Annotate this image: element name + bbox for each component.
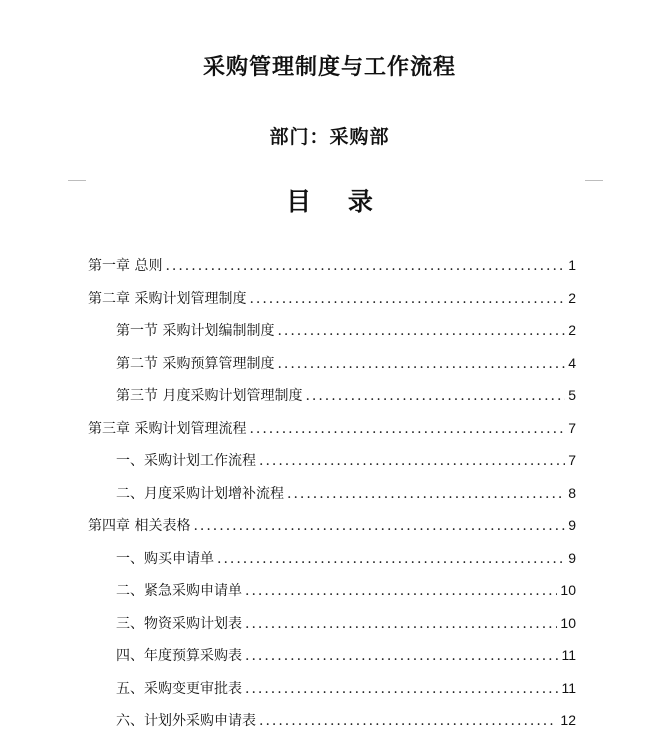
toc-entry[interactable] xyxy=(88,385,576,418)
toc-entry-label: 第一章 总则 xyxy=(88,258,163,274)
toc-entry-page-number: 10 xyxy=(560,582,576,598)
toc-entry[interactable] xyxy=(88,288,576,321)
toc-entry-page-number: 4 xyxy=(568,354,576,371)
toc-entry-page-number: 11 xyxy=(561,679,576,696)
toc-entry[interactable] xyxy=(88,548,576,581)
toc-dot-leader xyxy=(277,356,565,372)
toc-heading: 目 录 xyxy=(286,187,387,216)
toc-dot-leader xyxy=(245,616,557,632)
toc-dot-leader xyxy=(259,713,557,729)
toc-entry-label: 第一节 采购计划编制制度 xyxy=(116,323,275,339)
toc-entry-page-number: 11 xyxy=(561,647,576,663)
toc-dot-leader xyxy=(217,551,565,567)
toc-entry-label: 一、购买申请单 xyxy=(116,550,214,567)
toc-dot-leader xyxy=(245,681,558,697)
toc-entry[interactable] xyxy=(88,515,576,548)
toc-entry-label: 第三章 采购计划管理流程 xyxy=(88,420,247,437)
toc-dot-leader xyxy=(245,648,558,664)
toc-entry-label: 一、采购计划工作流程 xyxy=(116,453,256,469)
margin-mark-left xyxy=(68,180,86,181)
toc-entry[interactable] xyxy=(88,678,576,711)
toc-entry-page-number: 7 xyxy=(568,452,576,468)
toc-dot-leader xyxy=(277,323,565,339)
toc-dot-leader xyxy=(165,258,565,274)
toc-entry-page-number: 9 xyxy=(568,517,576,533)
toc-entry-page-number: 1 xyxy=(568,257,576,273)
toc-entry-page-number: 8 xyxy=(568,484,576,501)
toc-entry-label: 三、物资采购计划表 xyxy=(116,615,242,632)
toc-dot-leader xyxy=(287,486,565,502)
toc-entry-page-number: 5 xyxy=(568,387,576,403)
department-line: 部门：采购部 xyxy=(269,126,390,148)
toc-entry[interactable] xyxy=(88,710,576,743)
margin-mark-right xyxy=(585,180,603,181)
toc-entry[interactable] xyxy=(88,320,576,353)
toc-entry[interactable] xyxy=(88,580,576,613)
toc-dot-leader xyxy=(245,583,557,599)
toc-entry-page-number: 7 xyxy=(568,419,576,436)
table-of-contents xyxy=(88,255,576,743)
toc-entry[interactable] xyxy=(88,483,576,516)
toc-entry[interactable] xyxy=(88,645,576,678)
toc-entry[interactable] xyxy=(88,450,576,483)
toc-entry-page-number: 2 xyxy=(568,289,576,306)
toc-entry[interactable] xyxy=(88,613,576,646)
toc-entry[interactable] xyxy=(88,255,576,288)
toc-entry-label: 第二节 采购预算管理制度 xyxy=(116,355,275,372)
toc-entry-label: 第二章 采购计划管理制度 xyxy=(88,290,247,307)
toc-entry[interactable] xyxy=(88,353,576,386)
toc-entry-page-number: 2 xyxy=(568,322,576,338)
toc-entry-label: 二、月度采购计划增补流程 xyxy=(116,485,284,502)
toc-entry-label: 二、紧急采购申请单 xyxy=(116,583,242,599)
toc-dot-leader xyxy=(249,291,565,307)
toc-entry-label: 第四章 相关表格 xyxy=(88,518,191,534)
toc-entry[interactable] xyxy=(88,418,576,451)
toc-entry-page-number: 9 xyxy=(568,549,576,566)
toc-entry-page-number: 12 xyxy=(560,712,576,728)
toc-entry-label: 五、采购变更审批表 xyxy=(116,680,242,697)
toc-dot-leader xyxy=(259,453,565,469)
document-title: 采购管理制度与工作流程 xyxy=(202,54,456,80)
toc-entry-label: 六、计划外采购申请表 xyxy=(116,713,256,729)
toc-entry-label: 第三节 月度采购计划管理制度 xyxy=(116,388,303,404)
toc-dot-leader xyxy=(193,518,565,534)
toc-entry-label: 四、年度预算采购表 xyxy=(116,648,242,664)
toc-entry-page-number: 10 xyxy=(560,614,576,631)
toc-dot-leader xyxy=(249,421,565,437)
toc-dot-leader xyxy=(305,388,565,404)
